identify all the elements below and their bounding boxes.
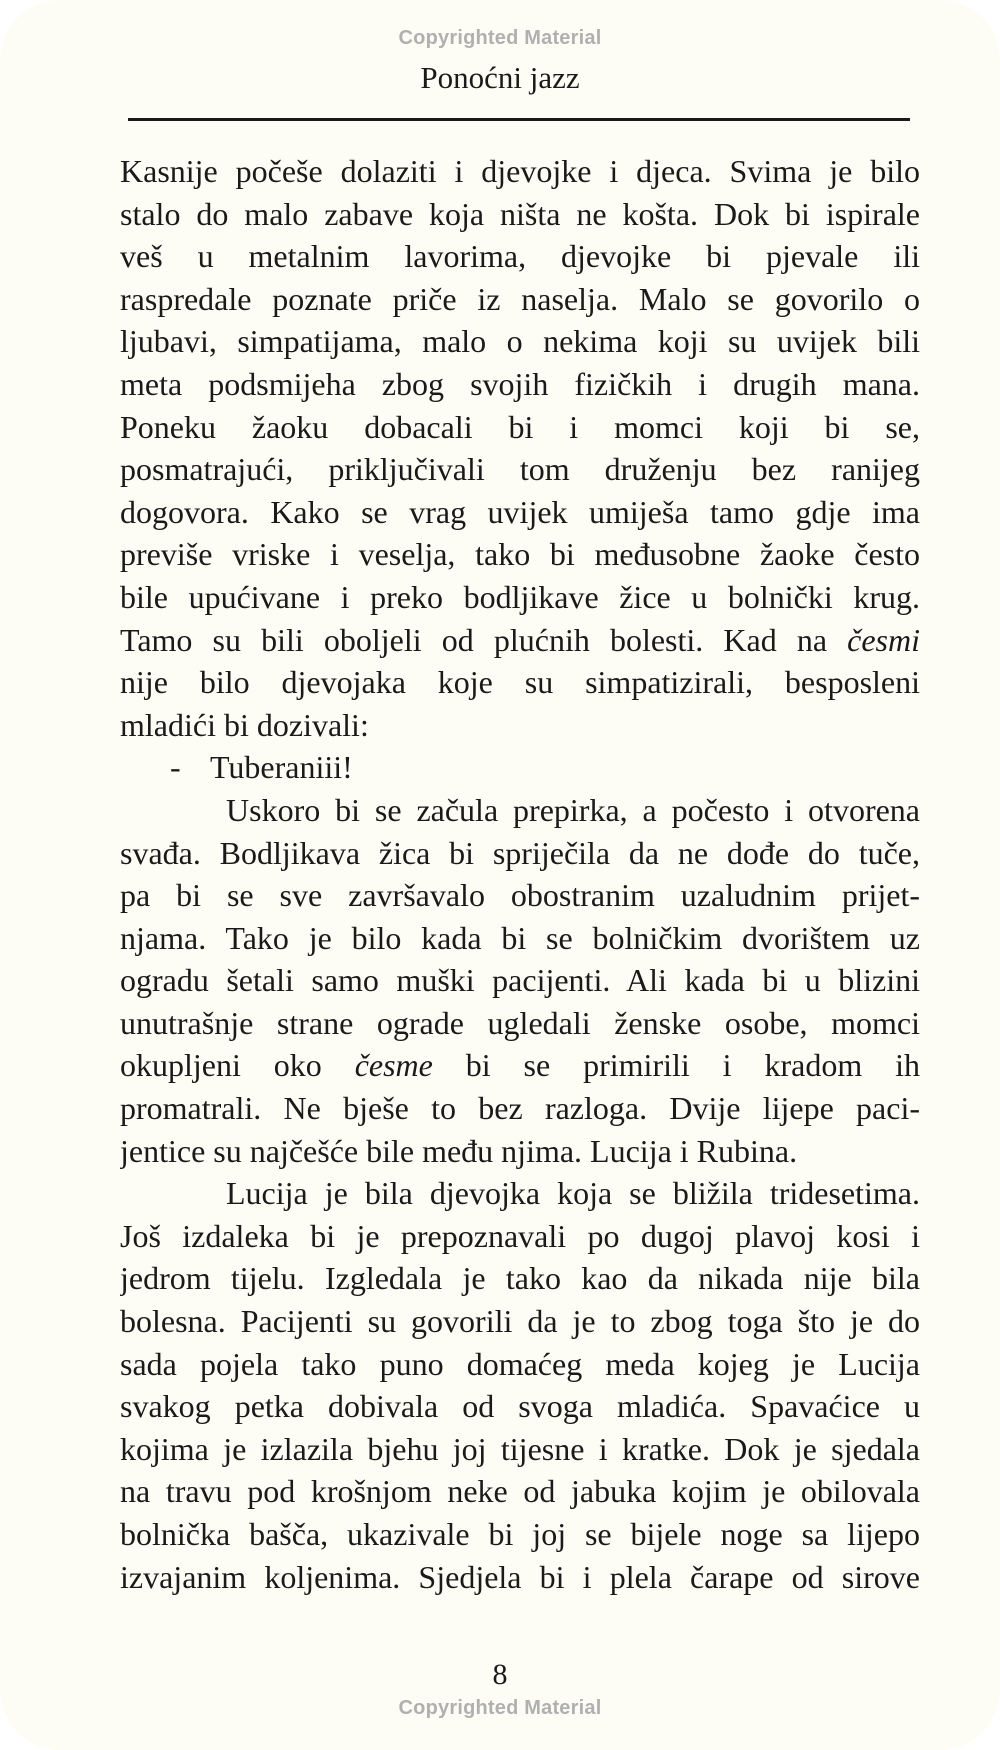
text-line: izvajanim koljenima. Sjedjela bi i plela čarape od sirove bbox=[120, 1558, 920, 1595]
text-line: dogovora. Kako se vrag uvijek umiješa tamo gdje ima bbox=[120, 493, 920, 530]
text-line: svađa. Bodljikava žica bi spriječila da ne dođe do tuče, bbox=[120, 834, 920, 871]
text-line: kojima je izlazila bjehu joj tijesne i kratke. Dok je sjedala bbox=[120, 1430, 920, 1467]
text-line: ljubavi, simpatijama, malo o nekima koji su uvijek bili bbox=[120, 323, 920, 360]
text-line: promatrali. Ne bješe to bez razloga. Dvije lijepe paci- bbox=[120, 1090, 920, 1127]
text-line: posmatrajući, priključivali tom druženju bez ranijeg bbox=[120, 451, 920, 488]
text-line: raspredale poznate priče iz naselja. Malo se govorilo o bbox=[120, 280, 920, 317]
text-line bbox=[120, 619, 920, 662]
text-line: stalo do malo zabave koja ništa ne košta. Dok bi ispirale bbox=[120, 195, 920, 232]
italic-word: česme bbox=[354, 1047, 433, 1084]
text-line: Lucija je bila djevojka koja se bližila tridesetima. bbox=[226, 1175, 920, 1212]
text-line: njama. Tako je bilo kada bi se bolničkim dvorištem uz bbox=[120, 919, 920, 956]
running-head: Ponoćni jazz bbox=[420, 60, 580, 95]
dialogue-dash: - bbox=[170, 749, 181, 786]
watermark-bottom: Copyrighted Material bbox=[398, 1697, 602, 1719]
text-line: mladići bi dozivali: bbox=[120, 706, 369, 743]
text-line: bolesna. Pacijenti su govorili da je to zbog toga što je do bbox=[120, 1303, 920, 1340]
text-run: Tamo su bili oboljeli od plućnih bolesti. Kad na bbox=[120, 621, 848, 658]
text-line: jedrom tijelu. Izgledala je tako kao da nikada nije bila bbox=[120, 1260, 920, 1297]
text-line: svakog petka dobivala od svoga mladića. Spavaćice u bbox=[120, 1388, 920, 1425]
dialogue-text: Tuberaniii! bbox=[210, 749, 353, 786]
text-line: ogradu šetali samo muški pacijenti. Ali kada bi u blizini bbox=[120, 962, 920, 999]
text-line: Poneku žaoku dobacali bi i momci koji bi se, bbox=[120, 408, 920, 445]
text-line: Još izdaleka bi je prepoznavali po dugoj plavoj kosi i bbox=[120, 1217, 920, 1254]
header-rule bbox=[128, 118, 910, 121]
text-line: veš u metalnim lavorima, djevojke bi pjevale ili bbox=[120, 238, 920, 275]
text-run: okupljeni oko bbox=[120, 1047, 355, 1084]
text-line: bolnička bašča, ukazivale bi joj se bijele noge sa lijepo bbox=[120, 1516, 920, 1552]
text-line: Kasnije počeše dolaziti i djevojke i djeca. Svima je bilo bbox=[120, 153, 920, 189]
text-run: bi se primirili i kradom ih bbox=[432, 1047, 920, 1084]
text-line: nije bilo djevojaka koje su simpatizirali, besposleni bbox=[120, 664, 920, 701]
text-line: pa bi se sve završavalo obostranim uzaludnim prijet- bbox=[120, 877, 920, 914]
text-line bbox=[120, 1044, 920, 1087]
text-line: na travu pod krošnjom neke od jabuka kojim je obilovala bbox=[120, 1473, 920, 1510]
text-line: Uskoro bi se začula prepirka, a počesto i otvorena bbox=[226, 791, 920, 828]
dialogue-line bbox=[120, 746, 920, 789]
text-line: unutrašnje strane ograde ugledali ženske osobe, momci bbox=[120, 1004, 920, 1041]
page-number: 8 bbox=[492, 1658, 508, 1691]
text-line: previše vriske i veselja, tako bi međusobne žaoke često bbox=[120, 536, 920, 573]
text-line: meta podsmijeha zbog svojih fizičkih i drugih mana. bbox=[120, 365, 920, 402]
watermark-top: Copyrighted Material bbox=[398, 27, 602, 49]
text-line: jentice su najčešće bile među njima. Lucija i Rubina. bbox=[120, 1132, 798, 1169]
italic-word: česmi bbox=[847, 621, 920, 658]
text-line: bile upućivane i preko bodljikave žice u bolnički krug. bbox=[120, 578, 920, 615]
text-line: sada pojela tako puno domaćeg meda kojeg je Lucija bbox=[120, 1345, 920, 1382]
body-text bbox=[120, 150, 920, 1598]
